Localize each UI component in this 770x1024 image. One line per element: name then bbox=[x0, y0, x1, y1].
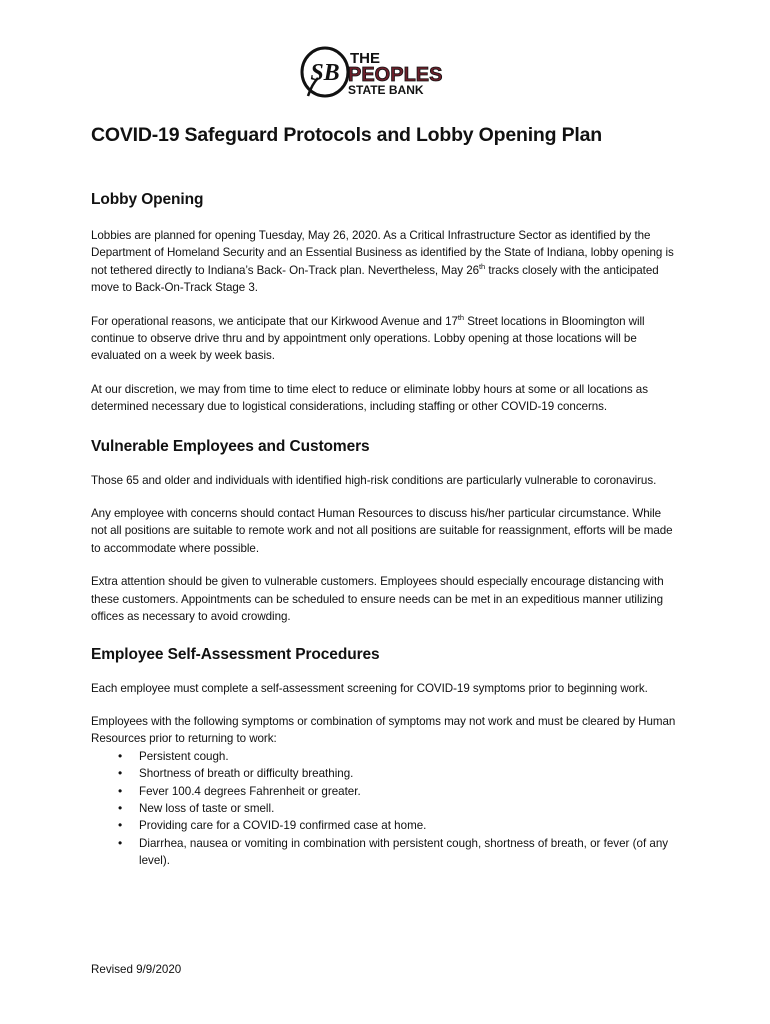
document-title: COVID-19 Safeguard Protocols and Lobby Opening Plan bbox=[91, 124, 602, 146]
paragraph: Any employee with concerns should contact Human Resources to discuss his/her particular circumstance. While not all positions are suitable to remote work and not all positions are suitable for reassignment, efforts will be made to accommodate where possible. bbox=[91, 507, 673, 555]
section-heading-lobby-opening: Lobby Opening bbox=[91, 191, 204, 208]
section-heading-self-assessment: Employee Self-Assessment Procedures bbox=[91, 645, 380, 663]
paragraph: Extra attention should be given to vulnerable customers. Employees should especially encourage distancing with these customers. Appointments can be scheduled to ensure needs can be met in an expeditious manner utilizing offices as necessary to avoid crowding. bbox=[91, 575, 664, 624]
list-item: • Diarrhea, nausea or vomiting in combination with persistent cough, shortness of breath, or fever (of any level). bbox=[139, 835, 676, 870]
paragraph: For operational reasons, we anticipate that our Kirkwood Avenue and 17th Street locations in Bloomington will continue to observe drive thru and by appointment only operations. Lobby opening at those locations will be evaluated on a week by week basis. bbox=[91, 312, 645, 363]
paragraph: Lobbies are planned for opening Tuesday, May 26, 2020. As a Critical Infrastructure Sector as identified by the Department of Homeland Security and an Essential Business as identified by the State of Indiana, lobby opening is not tethered directly to Indiana’s Back- On-Track plan. Nevertheless, May 26th tracks closely with the anticipated move to Back-On-Track Stage 3. bbox=[91, 229, 674, 295]
logo-line-state-bank: STATE BANK bbox=[348, 83, 424, 97]
paragraph: Those 65 and older and individuals with identified high-risk conditions are particularly vulnerable to coronavirus. bbox=[91, 473, 657, 487]
list-item: • Shortness of breath or difficulty breathing. bbox=[139, 765, 676, 782]
paragraph: Each employee must complete a self-assessment screening for COVID-19 symptoms prior to beginning work. bbox=[91, 681, 648, 695]
list-item: • Fever 100.4 degrees Fahrenheit or greater. bbox=[139, 783, 676, 800]
paragraph: At our discretion, we may from time to time elect to reduce or eliminate lobby hours at some or all locations as determined necessary due to logistical considerations, including staffing or other COVID-19 concerns. bbox=[91, 382, 648, 414]
list-item: • New loss of taste or smell. bbox=[139, 800, 676, 817]
document-body bbox=[91, 120, 676, 870]
section-heading-vulnerable: Vulnerable Employees and Customers bbox=[91, 437, 370, 455]
logo-line-the: THE bbox=[350, 50, 380, 67]
symptom-list bbox=[91, 748, 676, 870]
list-item: • Persistent cough. bbox=[139, 748, 676, 765]
paragraph: Employees with the following symptoms or combination of symptoms may not work and must be cleared by Human Resources prior to returning to work: bbox=[91, 714, 676, 746]
bank-logo bbox=[298, 44, 463, 102]
revision-footer: Revised 9/9/2020 bbox=[91, 963, 182, 976]
logo-initials: SB bbox=[310, 60, 340, 86]
logo-line-peoples: PEOPLES bbox=[348, 64, 443, 86]
list-item: • Providing care for a COVID-19 confirmed case at home. bbox=[139, 817, 676, 834]
